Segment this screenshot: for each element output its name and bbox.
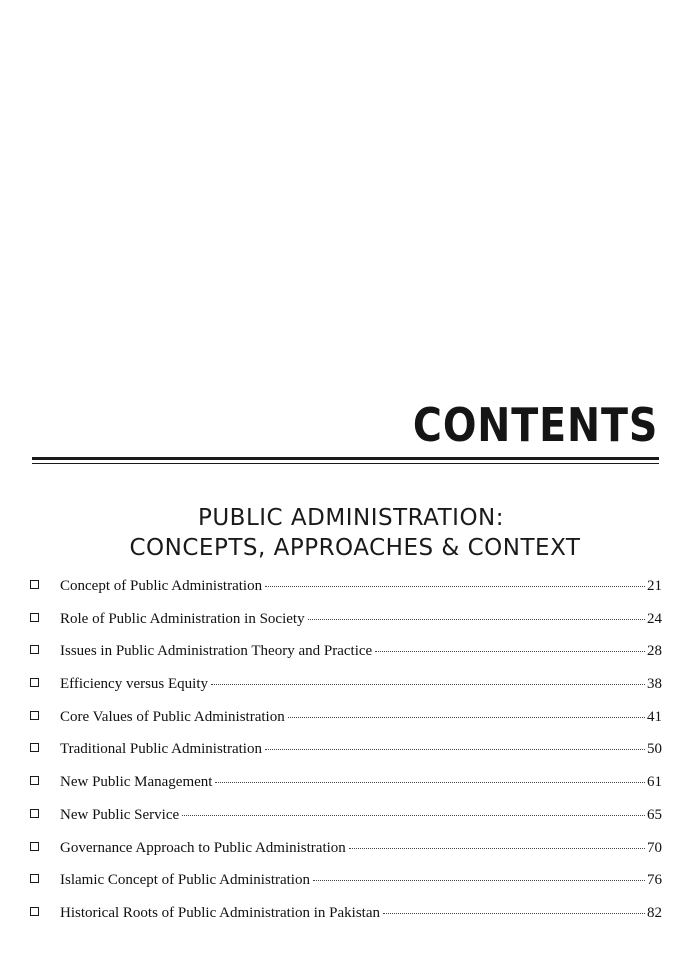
- checkbox-icon: [30, 711, 39, 720]
- toc-page-number: 65: [647, 806, 662, 823]
- dot-leader: [211, 684, 645, 685]
- checkbox-icon: [30, 645, 39, 654]
- toc-entry-title: Concept of Public Administration: [60, 578, 263, 594]
- toc-page-number: 21: [647, 578, 662, 594]
- toc-entry-title: Core Values of Public Administration: [60, 708, 285, 725]
- dot-leader: [313, 880, 645, 881]
- checkbox-icon: [30, 874, 39, 883]
- contents-heading: CONTENTS: [412, 398, 658, 452]
- toc-page-number: 70: [647, 839, 662, 856]
- toc-entry[interactable]: [30, 840, 662, 873]
- toc-page-number: 28: [647, 643, 662, 660]
- toc-page-number: 24: [647, 610, 662, 627]
- toc-entry[interactable]: [30, 774, 662, 807]
- checkbox-icon: [30, 907, 39, 916]
- toc-entry[interactable]: [30, 676, 662, 709]
- toc-entry[interactable]: [30, 807, 662, 840]
- checkbox-icon: [30, 678, 39, 687]
- toc-entry-title: Islamic Concept of Public Administration: [60, 872, 310, 889]
- toc-entry[interactable]: [30, 611, 662, 644]
- dot-leader: [265, 749, 645, 750]
- toc-entry-title: Efficiency versus Equity: [60, 676, 209, 693]
- toc-entry[interactable]: [30, 872, 662, 905]
- toc-page-number: 41: [647, 708, 662, 725]
- checkbox-icon: [30, 776, 39, 785]
- toc-entry-title: Historical Roots of Public Administration in Pakistan: [60, 904, 380, 921]
- toc-entry[interactable]: [30, 905, 662, 938]
- toc-page-number: 76: [647, 872, 662, 889]
- toc-entry-title: New Public Service: [60, 806, 180, 823]
- toc-entry-title: New Public Management: [60, 774, 213, 791]
- toc-entry-title: Traditional Public Administration: [60, 741, 262, 758]
- toc-page-number: 50: [647, 741, 662, 758]
- section-title-line-1: PUBLIC ADMINISTRATION:: [197, 505, 505, 531]
- toc-entry-title: Role of Public Administration in Society: [60, 610, 305, 627]
- checkbox-icon: [30, 842, 39, 851]
- toc-entry[interactable]: [30, 741, 662, 774]
- dot-leader: [349, 848, 645, 849]
- checkbox-icon: [30, 613, 39, 622]
- dot-leader: [288, 717, 645, 718]
- dot-leader: [182, 815, 645, 816]
- checkbox-icon: [30, 743, 39, 752]
- toc-entry-title: Issues in Public Administration Theory and Practice: [60, 643, 373, 660]
- toc-page-number: 61: [647, 774, 662, 791]
- dot-leader: [375, 651, 645, 652]
- table-of-contents: [30, 578, 662, 938]
- toc-entry[interactable]: [30, 709, 662, 742]
- toc-page-number: 38: [647, 676, 662, 693]
- checkbox-icon: [30, 809, 39, 818]
- heading-rule-thin: [32, 463, 659, 464]
- toc-entry[interactable]: [30, 578, 662, 611]
- dot-leader: [265, 586, 645, 587]
- toc-entry-title: Governance Approach to Public Administration: [60, 839, 346, 856]
- toc-entry[interactable]: [30, 643, 662, 676]
- heading-rule-thick: [32, 457, 659, 460]
- dot-leader: [308, 619, 645, 620]
- checkbox-icon: [30, 580, 39, 589]
- dot-leader: [383, 913, 645, 914]
- section-title-line-2: CONCEPTS, APPROACHES & CONTEXT: [129, 535, 581, 561]
- dot-leader: [215, 782, 645, 783]
- toc-page-number: 82: [647, 904, 662, 921]
